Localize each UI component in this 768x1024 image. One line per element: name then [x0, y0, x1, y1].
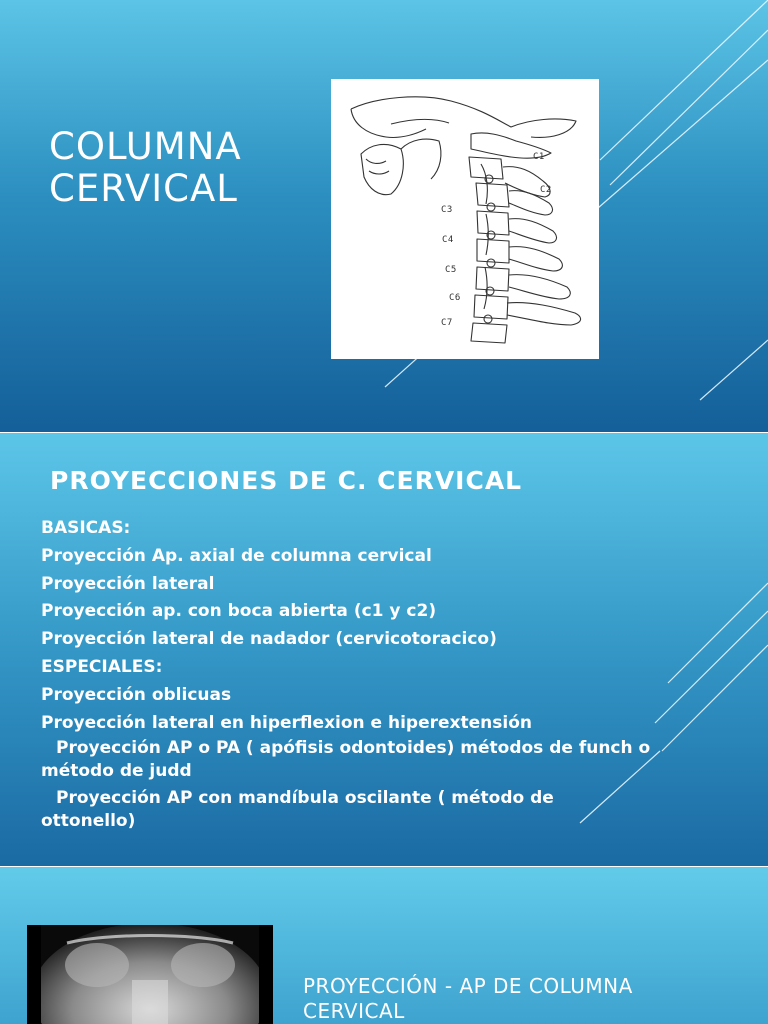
slide-ap-columna-cervical [0, 867, 768, 1024]
list-item: Proyección Ap. axial de columna cervical [41, 545, 432, 566]
slide-title: PROYECCIÓN - AP DE COLUMNA CERVICAL [303, 974, 633, 1023]
special-heading: ESPECIALES: [41, 656, 163, 677]
list-item: Proyección ap. con boca abierta (c1 y c2) [41, 601, 437, 622]
xray-image [27, 925, 273, 1024]
label-c7: C7 [441, 318, 453, 328]
slide-title: PROYECCIONES DE C. CERVICAL [50, 466, 523, 495]
label-c4: C4 [442, 235, 454, 245]
label-c1: C1 [533, 152, 545, 162]
basic-heading: BASICAS: [41, 518, 131, 538]
slide-columna-cervical [0, 0, 768, 432]
label-c3: C3 [441, 205, 453, 215]
title-line-2: CERVICAL [49, 167, 238, 210]
list-item: Proyección lateral en hiperflexion e hiperextensión [41, 712, 532, 733]
list-item: Proyección lateral de nadador (cervicotoracico) [41, 629, 497, 650]
spine-drawing [331, 79, 599, 359]
label-c6: C6 [449, 293, 461, 303]
label-c5: C5 [445, 265, 457, 275]
title-line-1: COLUMNA [49, 125, 242, 168]
label-c2: C2 [540, 185, 552, 195]
list-item: Proyección AP con mandíbula oscilante ( método de ottonello) [41, 788, 554, 832]
list-item: Proyección AP o PA ( apófisis odontoides) métodos de funch o método de judd [41, 738, 651, 782]
cervical-spine-illustration [331, 79, 599, 359]
projections-list [41, 515, 661, 837]
list-item: Proyección oblicuas [41, 684, 232, 705]
slide-proyecciones [0, 433, 768, 866]
xray-drawing [27, 925, 273, 1024]
list-item: Proyección lateral [41, 573, 215, 594]
slide-title [49, 126, 319, 210]
